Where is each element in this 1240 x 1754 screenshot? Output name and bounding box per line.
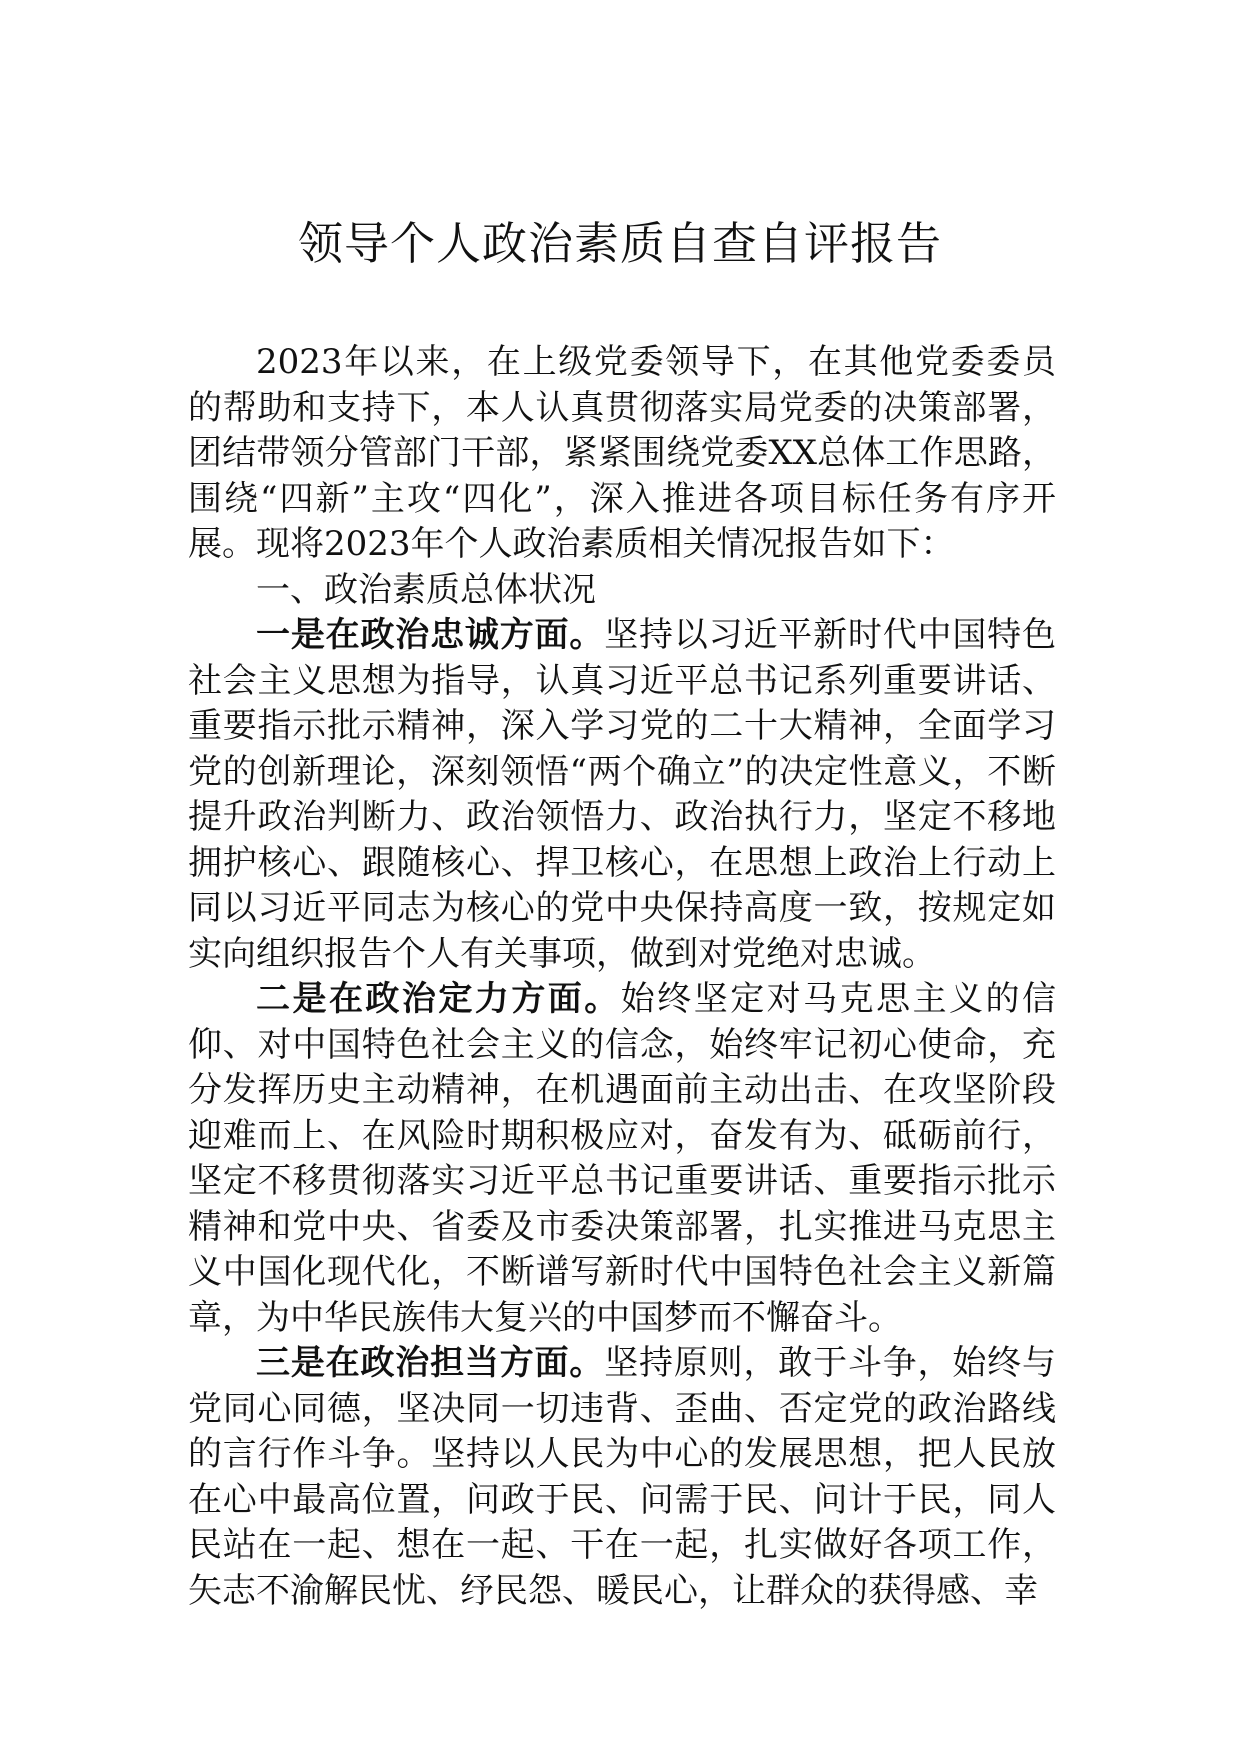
item-paragraph-resolve — [188, 977, 1056, 1341]
item-lead: 二是在政治定力方面。 — [256, 979, 621, 1019]
item-text: 坚持以习近平新时代中国特色社会主义思想为指导，认真习近平总书记系列重要讲话、重要指示批示精神，深入学习党的二十大精神，全面学习党的创新理论，深刻领悟“两个确立”的决定性意义，不断提升政治判断力、政治领悟力、政治执行力，坚定不移地拥护核心、跟随核心、捍卫核心，在思想上政治上行动上同以习近平同志为核心的党中央保持高度一致，按规定如实向组织报告个人有关事项，做到对党绝对忠诚。 — [188, 615, 1057, 974]
intro-paragraph: 2023年以来，在上级党委领导下，在其他党委委员的帮助和支持下，本人认真贯彻落实局党委的决策部署，团结带领分管部门干部，紧紧围绕党委XX总体工作思路，围绕“四新”主攻“四化”，深入推进各项目标任务有序开展。现将2023年个人政治素质相关情况报告如下： — [188, 342, 1056, 564]
item-text: 始终坚定对马克思主义的信仰、对中国特色社会主义的信念，始终牢记初心使命，充分发挥历史主动精神，在机遇面前主动出击、在攻坚阶段迎难而上、在风险时期积极应对，奋发有为、砥砺前行，坚定不移贯彻落实习近平总书记重要讲话、重要指示批示精神和党中央、省委及市委决策部署，扎实推进马克思主义中国化现代化，不断谱写新时代中国特色社会主义新篇章，为中华民族伟大复兴的中国梦而不懈奋斗。 — [188, 979, 1057, 1338]
item-lead: 三是在政治担当方面。 — [256, 1343, 605, 1383]
document-title: 领导个人政治素质自查自评报告 — [297, 217, 942, 270]
section-heading: 一、政治素质总体状况 — [256, 569, 596, 610]
item-text: 坚持原则，敢于斗争，始终与党同心同德，坚决同一切违背、歪曲、否定党的政治路线的言行作斗争。坚持以人民为中心的发展思想，把人民放在心中最高位置，问政于民、问需于民、问计于民，同人民站在一起、想在一起、干在一起，扎实做好各项工作，矢志不渝解民忧、纾民怨、暖民心，让群众的获得感、幸 — [188, 1343, 1057, 1611]
document-body — [188, 340, 1056, 1614]
item-paragraph-responsibility — [188, 1341, 1056, 1614]
item-lead: 一是在政治忠诚方面。 — [256, 615, 605, 655]
item-paragraph-loyalty — [188, 613, 1056, 977]
